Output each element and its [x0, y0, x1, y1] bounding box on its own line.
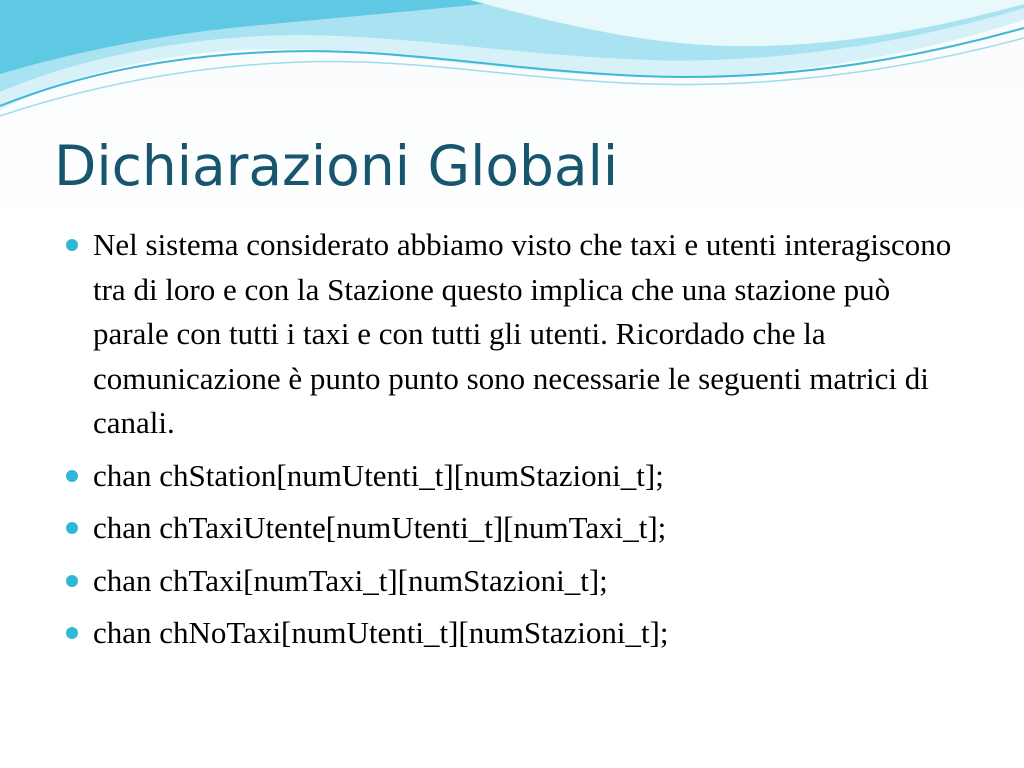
bullet-text: chan chStation[numUtenti_t][numStazioni_t]; [93, 457, 664, 493]
bullet-text: chan chTaxi[numTaxi_t][numStazioni_t]; [93, 562, 608, 598]
bullet-icon [66, 239, 78, 251]
bullet-item [66, 611, 966, 656]
bullet-text: chan chNoTaxi[numUtenti_t][numStazioni_t]; [93, 615, 669, 650]
bullet-icon [66, 470, 78, 482]
slide-title: Dichiarazioni Globali [54, 134, 619, 198]
bullet-text: Nel sistema considerato abbiamo visto che taxi e utenti interagiscono tra di loro e con la Stazione questo implica che una stazione può parale con tutti i taxi e con tutti gli utenti. Ricordado che la comunicazione è punto punto sono necessarie le seguenti matrici di canali. [93, 227, 952, 440]
header-wave-decoration [0, 0, 1024, 130]
bullet-item [66, 559, 966, 604]
bullet-text: chan chTaxiUtente[numUtenti_t][numTaxi_t]; [93, 510, 667, 545]
bullet-icon [66, 522, 78, 534]
bullet-list [66, 223, 966, 664]
bullet-item [66, 223, 966, 446]
bullet-item [66, 454, 966, 499]
bullet-item [66, 506, 966, 551]
bullet-icon [66, 575, 78, 587]
bullet-icon [66, 627, 78, 639]
